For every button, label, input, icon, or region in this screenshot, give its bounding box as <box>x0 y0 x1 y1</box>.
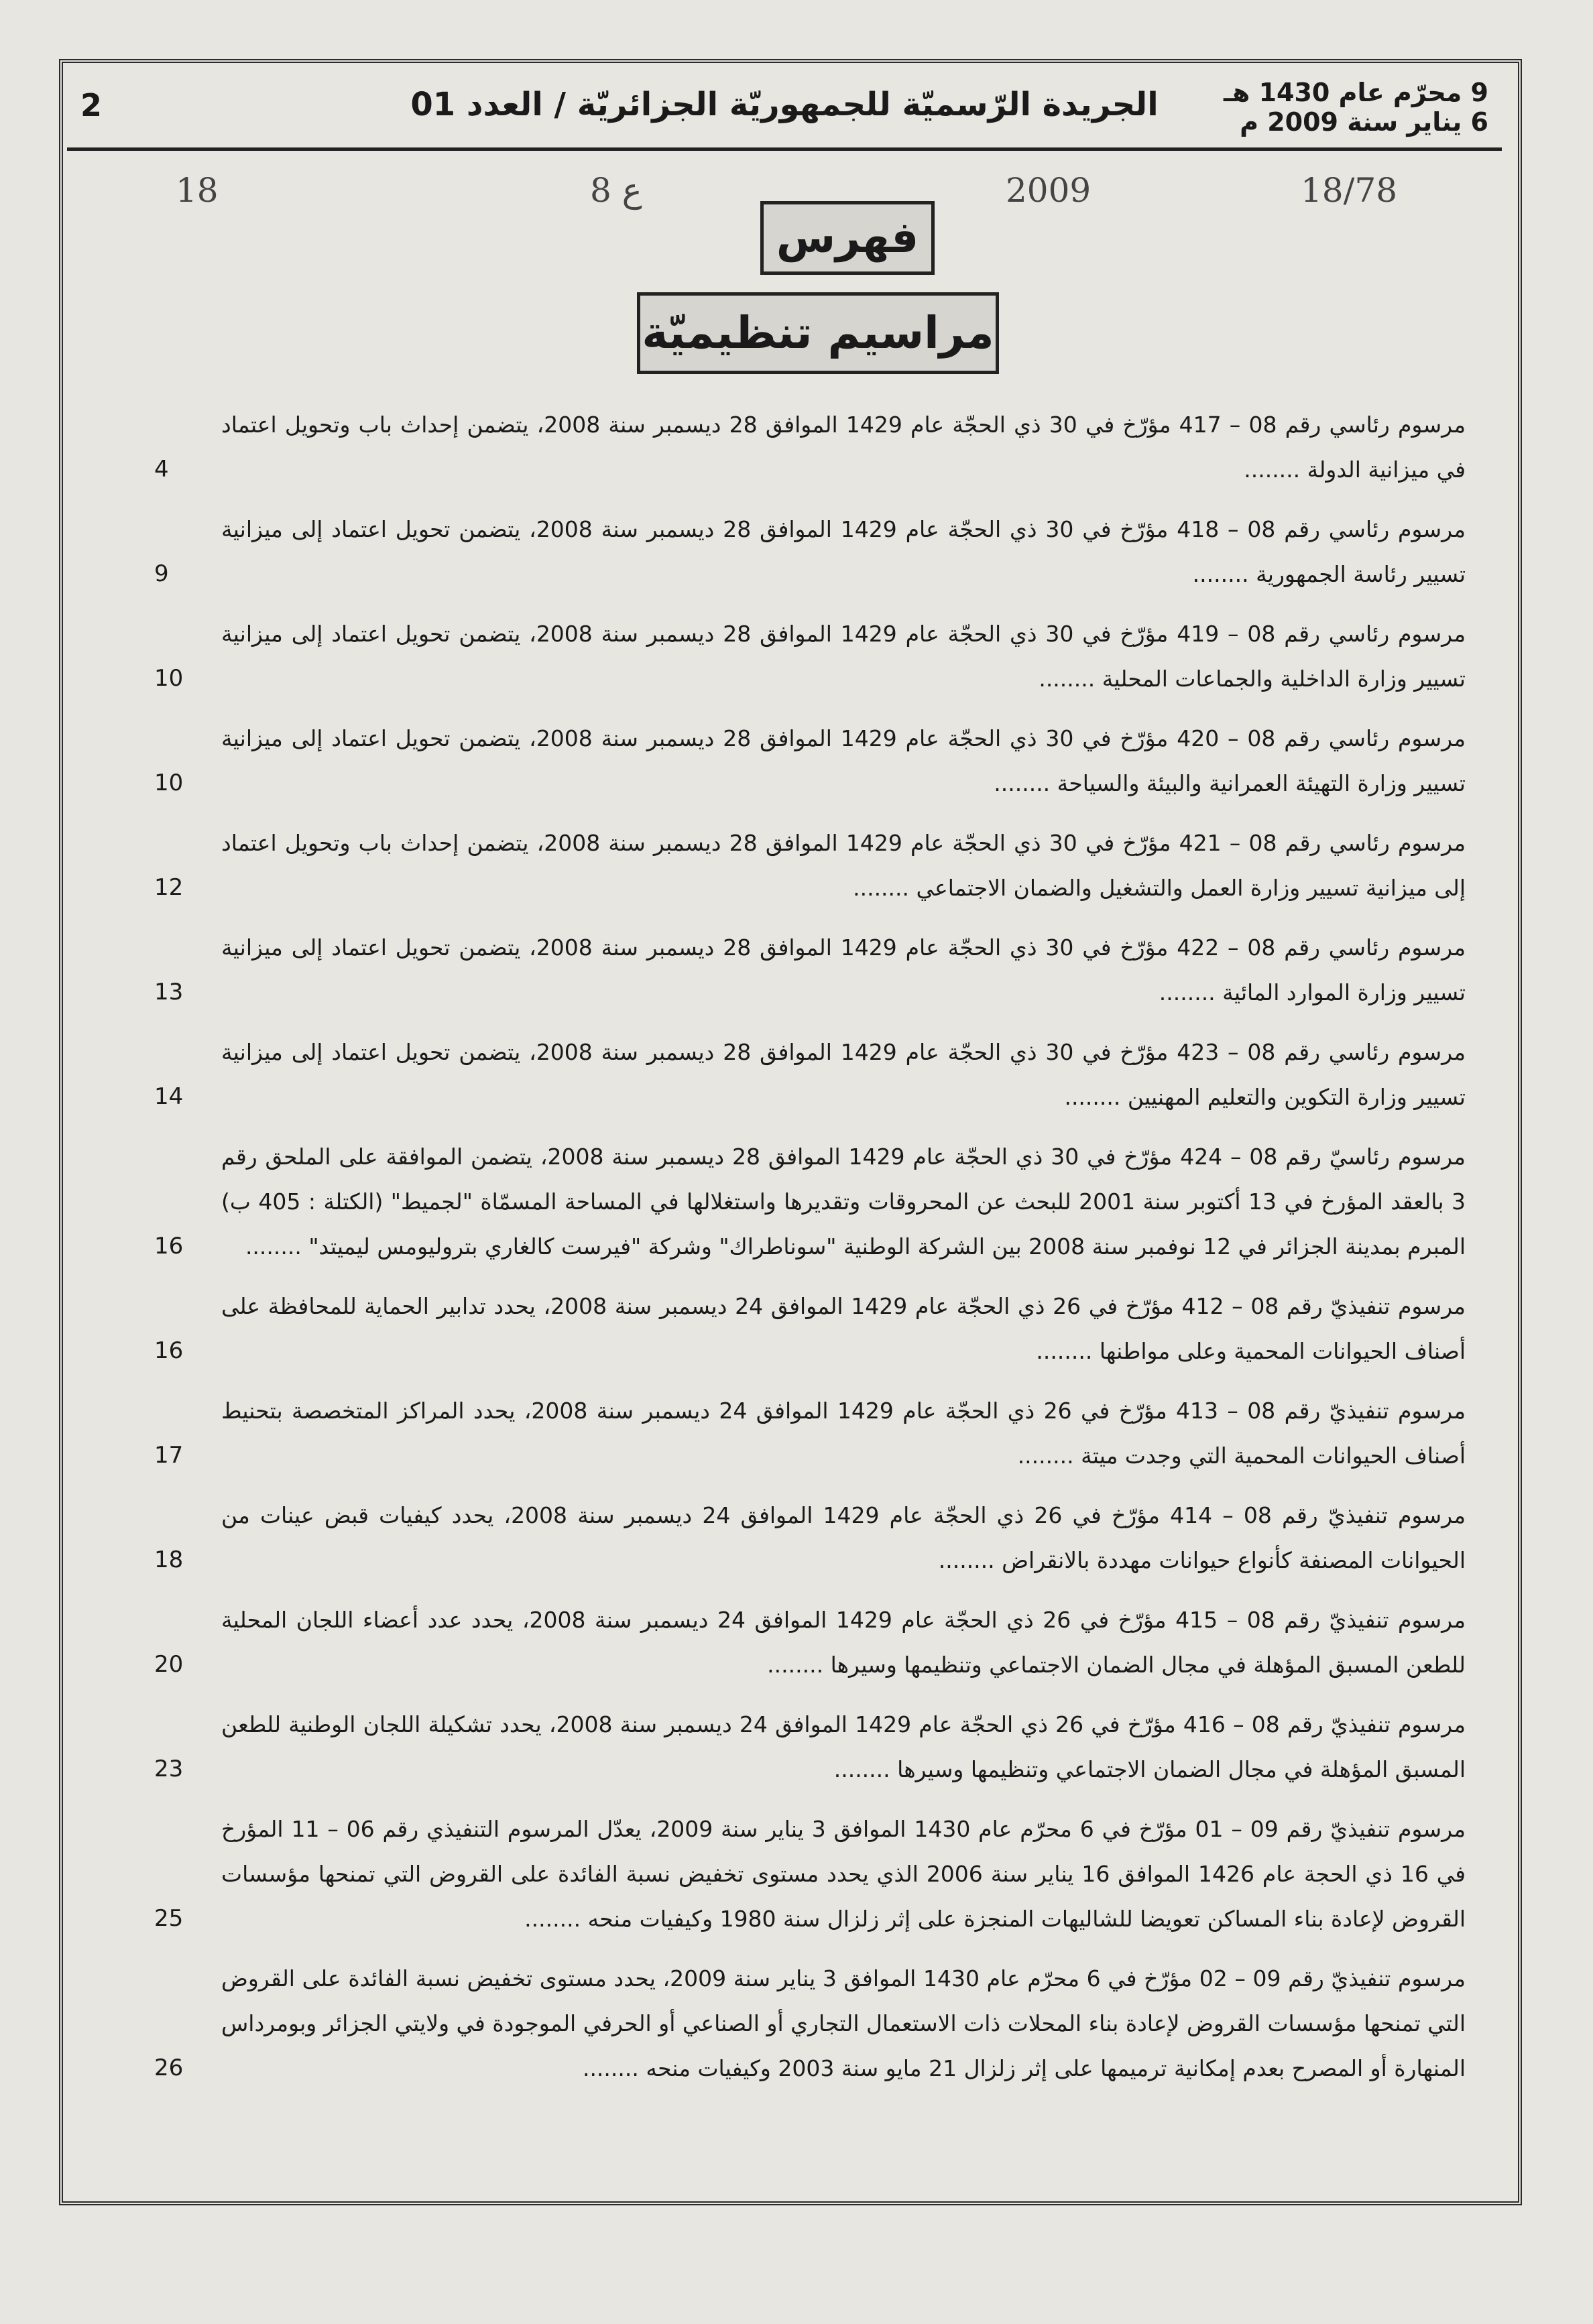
handwritten-note-1: 18/78 <box>1301 171 1398 210</box>
entry-text: مرسوم تنفيذيّ رقم 08 – 412 مؤرّخ في 26 ذي الحجّة عام 1429 الموافق 24 ديسمبر سنة 2008، يحدد تدابير الحماية للمحافظة على أصناف الحيوانات المحمية وعلى مواطنها <box>221 1293 1466 1364</box>
entry-page: 9 <box>154 560 169 587</box>
table-of-contents <box>154 402 1466 2105</box>
toc-entry[interactable]: مرسوم رئاسي رقم 08 – 417 مؤرّخ في 30 ذي الحجّة عام 1429 الموافق 28 ديسمبر سنة 2008، يتضمن إحداث باب وتحويل اعتماد في ميزانية الدولة ........ 4 <box>154 402 1466 492</box>
toc-entry[interactable]: مرسوم رئاسي رقم 08 – 422 مؤرّخ في 30 ذي الحجّة عام 1429 الموافق 28 ديسمبر سنة 2008، يتضمن تحويل اعتماد إلى ميزانية تسيير وزارة الموارد المائية ........ 13 <box>154 925 1466 1015</box>
entry-text: مرسوم رئاسي رقم 08 – 421 مؤرّخ في 30 ذي الحجّة عام 1429 الموافق 28 ديسمبر سنة 2008، يتضمن إحداث باب وتحويل اعتماد إلى ميزانية تسيير وزارة العمل والتشغيل والضمان الاجتماعي <box>221 830 1466 901</box>
handwritten-note-2: 2009 <box>1006 171 1092 210</box>
entry-page: 13 <box>154 979 184 1005</box>
entry-page: 25 <box>154 1905 184 1932</box>
entry-text: مرسوم رئاسي رقم 08 – 419 مؤرّخ في 30 ذي الحجّة عام 1429 الموافق 28 ديسمبر سنة 2008، يتضمن تحويل اعتماد إلى ميزانية تسيير وزارة الداخلية والجماعات المحلية <box>221 621 1466 692</box>
toc-entry[interactable]: مرسوم تنفيذيّ رقم 09 – 02 مؤرّخ في 6 محرّم عام 1430 الموافق 3 يناير سنة 2009، يحدد مستوى تخفيض نسبة الفائدة على القروض التي تمنحها مؤسسات القروض لإعادة بناء المحلات ذات الاستعمال التجاري أو الصناعي أو الحرفي الموجودة في ولايتي الجزائر وبومرداس المنهارة أو المصرح بعدم إمكانية ترميمها على إثر زلزال 21 مايو سنة 2003 وكيفيات منحه ........ 26 <box>154 1956 1466 2091</box>
toc-entry[interactable]: مرسوم رئاسي رقم 08 – 421 مؤرّخ في 30 ذي الحجّة عام 1429 الموافق 28 ديسمبر سنة 2008، يتضمن إحداث باب وتحويل اعتماد إلى ميزانية تسيير وزارة العمل والتشغيل والضمان الاجتماعي ........ 12 <box>154 820 1466 910</box>
toc-entry[interactable]: مرسوم رئاسي رقم 08 – 418 مؤرّخ في 30 ذي الحجّة عام 1429 الموافق 28 ديسمبر سنة 2008، يتضمن تحويل اعتماد إلى ميزانية تسيير رئاسة الجمهورية ........ 9 <box>154 507 1466 597</box>
date-gregorian: 6 يناير سنة 2009 م <box>1240 107 1488 137</box>
entry-page: 16 <box>154 1233 184 1260</box>
entry-text: مرسوم رئاسي رقم 08 – 420 مؤرّخ في 30 ذي الحجّة عام 1429 الموافق 28 ديسمبر سنة 2008، يتضمن تحويل اعتماد إلى ميزانية تسيير وزارة التهيئة العمرانية والبيئة والسياحة <box>221 725 1466 796</box>
toc-entry[interactable]: مرسوم رئاسيّ رقم 08 – 424 مؤرّخ في 30 ذي الحجّة عام 1429 الموافق 28 ديسمبر سنة 2008، يتضمن الموافقة على الملحق رقم 3 بالعقد المؤرخ في 13 أكتوبر سنة 2001 للبحث عن المحروقات وتقديرها واستغلالها في المساحة المسمّاة "لجميط" (الكتلة : 405 ب) المبرم بمدينة الجزائر في 12 نوفمبر سنة 2008 بين الشركة الوطنية "سوناطراك" وشركة "فيرست كالغاري بتروليومس ليميتد" ........ 16 <box>154 1134 1466 1269</box>
entry-text: مرسوم رئاسي رقم 08 – 418 مؤرّخ في 30 ذي الحجّة عام 1429 الموافق 28 ديسمبر سنة 2008، يتضمن تحويل اعتماد إلى ميزانية تسيير رئاسة الجمهورية <box>221 516 1466 587</box>
entry-page: 10 <box>154 770 184 796</box>
entry-text: مرسوم تنفيذيّ رقم 08 – 415 مؤرّخ في 26 ذي الحجّة عام 1429 الموافق 24 ديسمبر سنة 2008، يحدد عدد أعضاء اللجان المحلية للطعن المسبق المؤهلة في مجال الضمان الاجتماعي وتنظيمها وسيرها <box>221 1607 1466 1678</box>
entry-text: مرسوم رئاسي رقم 08 – 417 مؤرّخ في 30 ذي الحجّة عام 1429 الموافق 28 ديسمبر سنة 2008، يتضمن إحداث باب وتحويل اعتماد في ميزانية الدولة <box>221 412 1466 483</box>
journal-title: الجريدة الرّسميّة للجمهوريّة الجزائريّة / العدد 01 <box>410 86 1159 123</box>
toc-entry[interactable]: مرسوم تنفيذيّ رقم 09 – 01 مؤرّخ في 6 محرّم عام 1430 الموافق 3 يناير سنة 2009، يعدّل المرسوم التنفيذي رقم 06 – 11 المؤرخ في 16 ذي الحجة عام 1426 الموافق 16 يناير سنة 2006 الذي يحدد مستوى تخفيض نسبة الفائدة على القروض التي تمنحها مؤسسات القروض لإعادة بناء المساكن تعويضا للشاليهات المنجزة على إثر زلزال سنة 1980 وكيفيات منحه ........ 25 <box>154 1807 1466 1941</box>
entry-page: 18 <box>154 1546 184 1573</box>
entry-text: مرسوم رئاسيّ رقم 08 – 424 مؤرّخ في 30 ذي الحجّة عام 1429 الموافق 28 ديسمبر سنة 2008، يتضمن الموافقة على الملحق رقم 3 بالعقد المؤرخ في 13 أكتوبر سنة 2001 للبحث عن المحروقات وتقديرها واستغلالها في المساحة المسمّاة "لجميط" (الكتلة : 405 ب) المبرم بمدينة الجزائر في 12 نوفمبر سنة 2008 بين الشركة الوطنية "سوناطراك" وشركة "فيرست كالغاري بتروليومس ليميتد" <box>221 1144 1466 1260</box>
entry-page: 4 <box>154 456 169 483</box>
toc-entry[interactable]: مرسوم تنفيذيّ رقم 08 – 413 مؤرّخ في 26 ذي الحجّة عام 1429 الموافق 24 ديسمبر سنة 2008، يحدد المراكز المتخصصة بتحنيط أصناف الحيوانات المحمية التي وجدت ميتة ........ 17 <box>154 1388 1466 1478</box>
issue-date <box>1224 78 1488 137</box>
entry-page: 23 <box>154 1756 184 1782</box>
entry-text: مرسوم تنفيذيّ رقم 09 – 01 مؤرّخ في 6 محرّم عام 1430 الموافق 3 يناير سنة 2009، يعدّل المرسوم التنفيذي رقم 06 – 11 المؤرخ في 16 ذي الحجة عام 1426 الموافق 16 يناير سنة 2006 الذي يحدد مستوى تخفيض نسبة الفائدة على القروض التي تمنحها مؤسسات القروض لإعادة بناء المساكن تعويضا للشاليهات المنجزة على إثر زلزال سنة 1980 وكيفيات منحه <box>221 1816 1466 1932</box>
entry-text: مرسوم رئاسي رقم 08 – 423 مؤرّخ في 30 ذي الحجّة عام 1429 الموافق 28 ديسمبر سنة 2008، يتضمن تحويل اعتماد إلى ميزانية تسيير وزارة التكوين والتعليم المهنيين <box>221 1039 1466 1110</box>
entry-page: 14 <box>154 1083 184 1110</box>
entry-text: مرسوم رئاسي رقم 08 – 422 مؤرّخ في 30 ذي الحجّة عام 1429 الموافق 28 ديسمبر سنة 2008، يتضمن تحويل اعتماد إلى ميزانية تسيير وزارة الموارد المائية <box>221 934 1466 1005</box>
entry-page: 10 <box>154 665 184 692</box>
entry-text: مرسوم تنفيذيّ رقم 08 – 416 مؤرّخ في 26 ذي الحجّة عام 1429 الموافق 24 ديسمبر سنة 2008، يحدد تشكيلة اللجان الوطنية للطعن المسبق المؤهلة في مجال الضمان الاجتماعي وتنظيمها وسيرها <box>221 1711 1466 1782</box>
toc-entry[interactable]: مرسوم رئاسي رقم 08 – 420 مؤرّخ في 30 ذي الحجّة عام 1429 الموافق 28 ديسمبر سنة 2008، يتضمن تحويل اعتماد إلى ميزانية تسيير وزارة التهيئة العمرانية والبيئة والسياحة ........ 10 <box>154 716 1466 806</box>
entry-page: 16 <box>154 1337 184 1364</box>
section-title-box: مراسيم تنظيميّة <box>637 292 999 374</box>
entry-text: مرسوم تنفيذيّ رقم 08 – 413 مؤرّخ في 26 ذي الحجّة عام 1429 الموافق 24 ديسمبر سنة 2008، يحدد المراكز المتخصصة بتحنيط أصناف الحيوانات المحمية التي وجدت ميتة <box>221 1398 1466 1469</box>
entry-page: 17 <box>154 1442 184 1469</box>
page-number: 2 <box>80 87 103 123</box>
toc-entry[interactable]: مرسوم تنفيذيّ رقم 08 – 416 مؤرّخ في 26 ذي الحجّة عام 1429 الموافق 24 ديسمبر سنة 2008، يحدد تشكيلة اللجان الوطنية للطعن المسبق المؤهلة في مجال الضمان الاجتماعي وتنظيمها وسيرها ........ 23 <box>154 1702 1466 1792</box>
section-label-box: فهرس <box>760 201 935 275</box>
page-header <box>67 74 1502 151</box>
entry-page: 26 <box>154 2055 184 2081</box>
toc-entry[interactable]: مرسوم تنفيذيّ رقم 08 – 415 مؤرّخ في 26 ذي الحجّة عام 1429 الموافق 24 ديسمبر سنة 2008، يحدد عدد أعضاء اللجان المحلية للطعن المسبق المؤهلة في مجال الضمان الاجتماعي وتنظيمها وسيرها ........ 20 <box>154 1597 1466 1687</box>
date-hijri: 9 محرّم عام 1430 هـ <box>1224 78 1488 107</box>
toc-entry[interactable]: مرسوم تنفيذيّ رقم 08 – 412 مؤرّخ في 26 ذي الحجّة عام 1429 الموافق 24 ديسمبر سنة 2008، يحدد تدابير الحماية للمحافظة على أصناف الحيوانات المحمية وعلى مواطنها ........ 16 <box>154 1284 1466 1373</box>
entry-page: 20 <box>154 1651 184 1678</box>
entry-text: مرسوم تنفيذيّ رقم 09 – 02 مؤرّخ في 6 محرّم عام 1430 الموافق 3 يناير سنة 2009، يحدد مستوى تخفيض نسبة الفائدة على القروض التي تمنحها مؤسسات القروض لإعادة بناء المحلات ذات الاستعمال التجاري أو الصناعي أو الحرفي الموجودة في ولايتي الجزائر وبومرداس المنهارة أو المصرح بعدم إمكانية ترميمها على إثر زلزال 21 مايو سنة 2003 وكيفيات منحه <box>221 1965 1466 2081</box>
toc-entry[interactable]: مرسوم تنفيذيّ رقم 08 – 414 مؤرّخ في 26 ذي الحجّة عام 1429 الموافق 24 ديسمبر سنة 2008، يحدد كيفيات قبض عينات من الحيوانات المصنفة كأنواع حيوانات مهددة بالانقراض ........ 18 <box>154 1493 1466 1583</box>
toc-entry[interactable]: مرسوم رئاسي رقم 08 – 423 مؤرّخ في 30 ذي الحجّة عام 1429 الموافق 28 ديسمبر سنة 2008، يتضمن تحويل اعتماد إلى ميزانية تسيير وزارة التكوين والتعليم المهنيين ........ 14 <box>154 1030 1466 1119</box>
entry-page: 12 <box>154 874 184 901</box>
entry-text: مرسوم تنفيذيّ رقم 08 – 414 مؤرّخ في 26 ذي الحجّة عام 1429 الموافق 24 ديسمبر سنة 2008، يحدد كيفيات قبض عينات من الحيوانات المصنفة كأنواع حيوانات مهددة بالانقراض <box>221 1502 1466 1573</box>
toc-entry[interactable]: مرسوم رئاسي رقم 08 – 419 مؤرّخ في 30 ذي الحجّة عام 1429 الموافق 28 ديسمبر سنة 2008، يتضمن تحويل اعتماد إلى ميزانية تسيير وزارة الداخلية والجماعات المحلية ........ 10 <box>154 611 1466 701</box>
handwritten-note-3: ع 8 <box>590 171 642 210</box>
handwritten-note-4: 18 <box>176 171 219 210</box>
